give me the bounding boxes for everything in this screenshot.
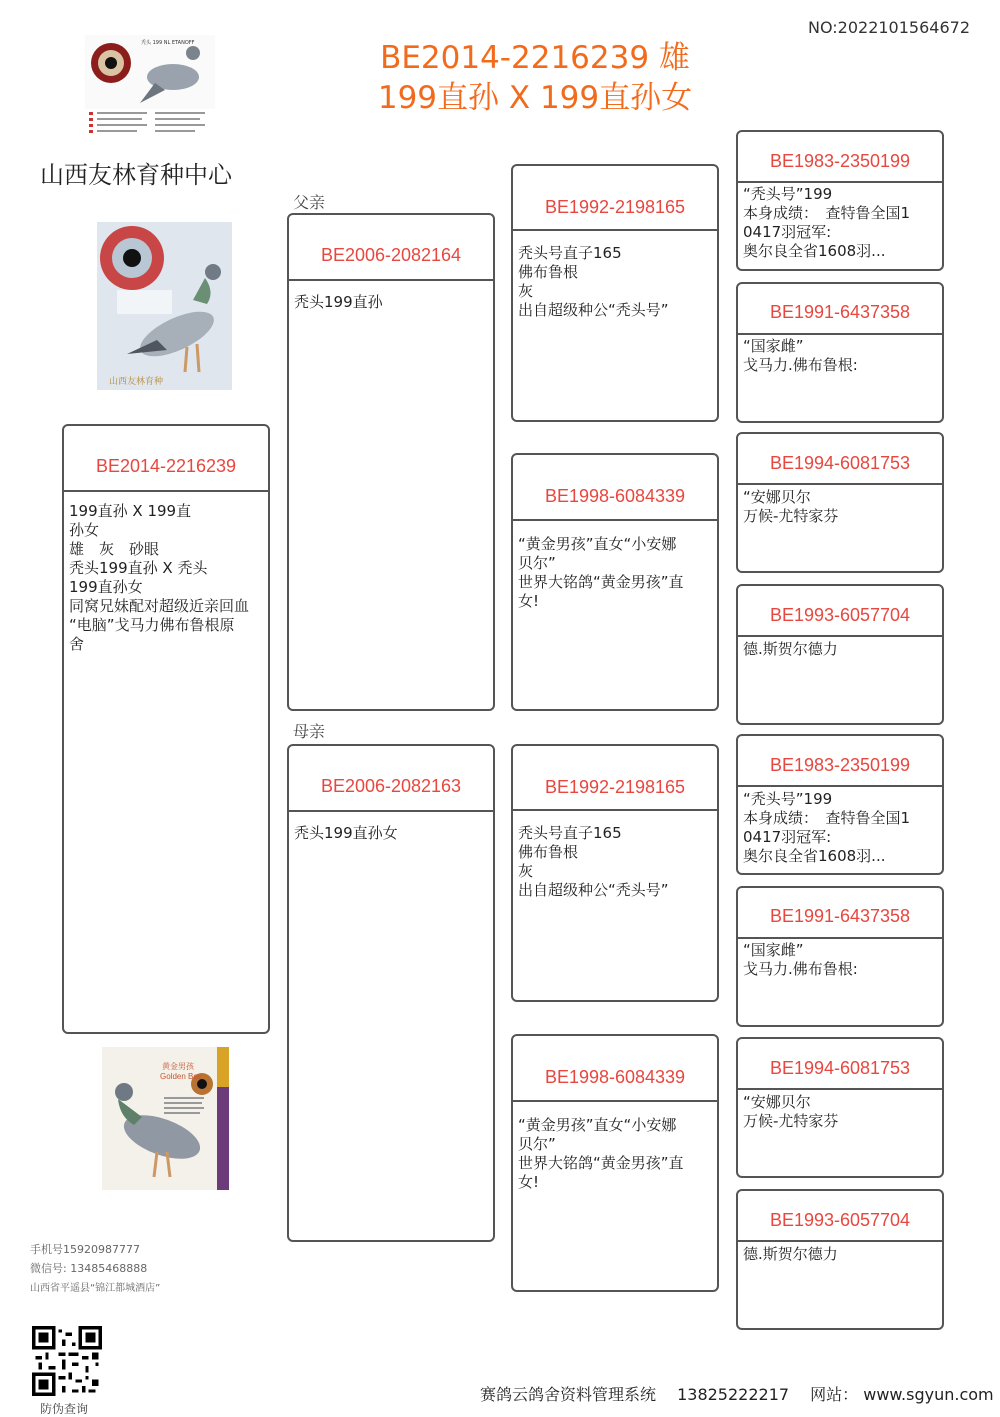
father-notes: 秃头199直孙 — [294, 293, 383, 311]
pigeon-eye-illustration — [97, 222, 232, 390]
ggp-notes-6: “国家雌” 戈马力.佛布鲁根: — [743, 941, 858, 978]
ggp-ring-8: BE1993-6057704 — [738, 1191, 942, 1242]
title-ring-and-sex: BE2014-2216239 雄 — [380, 40, 690, 76]
ggp-ring-3: BE1994-6081753 — [738, 434, 942, 485]
paternal-grandsire-notes: 秃头号直子165 佛布鲁根 灰 出自超级种公“秃头号” — [518, 244, 669, 319]
ggp-notes-5: “秃头号”199 本身成绩： 查特鲁全国1 0417羽冠军: 奥尔良全省1608羽... — [743, 790, 911, 865]
maternal-granddam-ring: BE1998-6084339 — [513, 1036, 717, 1102]
contact-phone: 手机号15920987777 — [30, 1243, 140, 1256]
contact-wechat: 微信号: 13485468888 — [30, 1262, 148, 1275]
ggp-notes-2: “国家雌” 戈马力.佛布鲁根: — [743, 337, 858, 374]
maternal-grandsire-card — [511, 744, 719, 1002]
ggp-card-5 — [736, 734, 944, 875]
paternal-grandsire-ring: BE1992-2198165 — [513, 166, 717, 231]
maternal-granddam-card — [511, 1034, 719, 1292]
maternal-grandsire-notes: 秃头号直子165 佛布鲁根 灰 出自超级种公“秃头号” — [518, 824, 669, 899]
contact-address: 山西省平遥县“锦江都城酒店” — [30, 1283, 161, 1294]
paternal-granddam-card — [511, 453, 719, 711]
subject-card — [62, 424, 270, 1034]
qr-label: 防伪查询 — [40, 1402, 89, 1416]
pigeon-photo-middle — [97, 222, 232, 390]
paternal-grandsire-card — [511, 164, 719, 422]
mother-label: 母亲 — [293, 722, 326, 741]
father-card — [287, 213, 495, 711]
pigeon-photo-top — [85, 35, 215, 135]
ggp-card-6 — [736, 886, 944, 1027]
mother-notes: 秃头199直孙女 — [294, 824, 398, 842]
title-lineage: 199直孙 X 199直孙女 — [377, 80, 693, 116]
photo-caption-bottom-en: Golden Boy — [160, 1072, 202, 1081]
ggp-ring-1: BE1983-2350199 — [738, 132, 942, 183]
maternal-grandsire-ring: BE1992-2198165 — [513, 746, 717, 811]
breeding-center-name: 山西友林育种中心 — [40, 161, 232, 189]
ggp-notes-8: 德.斯贺尔德力 — [743, 1245, 838, 1263]
father-ring-number: BE2006-2082164 — [289, 215, 493, 281]
ggp-card-1 — [736, 130, 944, 271]
footer-system-info: 赛鸽云鸽舍资料管理系统 13825222217 网站： www.sgyun.com — [480, 1385, 994, 1404]
mother-card — [287, 744, 495, 1242]
document-number: NO:2022101564672 — [807, 18, 970, 37]
photo-caption-top: 秃头 199 NL ETANOFF — [141, 40, 195, 46]
ggp-card-3 — [736, 432, 944, 573]
ggp-notes-4: 德.斯贺尔德力 — [743, 640, 838, 658]
ggp-card-8 — [736, 1189, 944, 1330]
photo-caption-middle: 山西友林育种 — [109, 377, 164, 387]
paternal-granddam-ring: BE1998-6084339 — [513, 455, 717, 521]
ggp-notes-7: “安娜贝尔 万候-尤特家芬 — [743, 1093, 839, 1130]
paternal-granddam-notes: “黄金男孩”直女“小安娜 贝尔” 世界大铭鸽“黄金男孩”直 女! — [518, 535, 684, 610]
ggp-ring-5: BE1983-2350199 — [738, 736, 942, 787]
pigeon-card-illustration — [85, 35, 215, 135]
qr-code-icon — [32, 1326, 102, 1396]
subject-ring-number: BE2014-2216239 — [64, 426, 268, 492]
ggp-ring-4: BE1993-6057704 — [738, 586, 942, 637]
ggp-notes-1: “秃头号”199 本身成绩： 查特鲁全国1 0417羽冠军: 奥尔良全省1608羽... — [743, 185, 911, 260]
pigeon-photo-bottom — [102, 1047, 229, 1190]
ggp-card-4 — [736, 584, 944, 725]
ggp-ring-2: BE1991-6437358 — [738, 284, 942, 335]
mother-ring-number: BE2006-2082163 — [289, 746, 493, 812]
ggp-card-7 — [736, 1037, 944, 1178]
ggp-ring-6: BE1991-6437358 — [738, 888, 942, 939]
subject-notes: 199直孙 X 199直 孙女 雄 灰 砂眼 秃头199直孙 X 秃头 199直孙女 同窝兄妹配对超级近亲回血 “电脑”戈马力佛布鲁根原 舍 — [69, 502, 250, 653]
photo-caption-bottom-cn: 黄金男孩 — [162, 1062, 194, 1071]
father-label: 父亲 — [293, 193, 326, 212]
ggp-card-2 — [736, 282, 944, 423]
ggp-ring-7: BE1994-6081753 — [738, 1039, 942, 1090]
qr-code[interactable] — [32, 1326, 102, 1396]
ggp-notes-3: “安娜贝尔 万候-尤特家芬 — [743, 488, 839, 525]
maternal-granddam-notes: “黄金男孩”直女“小安娜 贝尔” 世界大铭鸽“黄金男孩”直 女! — [518, 1116, 684, 1191]
